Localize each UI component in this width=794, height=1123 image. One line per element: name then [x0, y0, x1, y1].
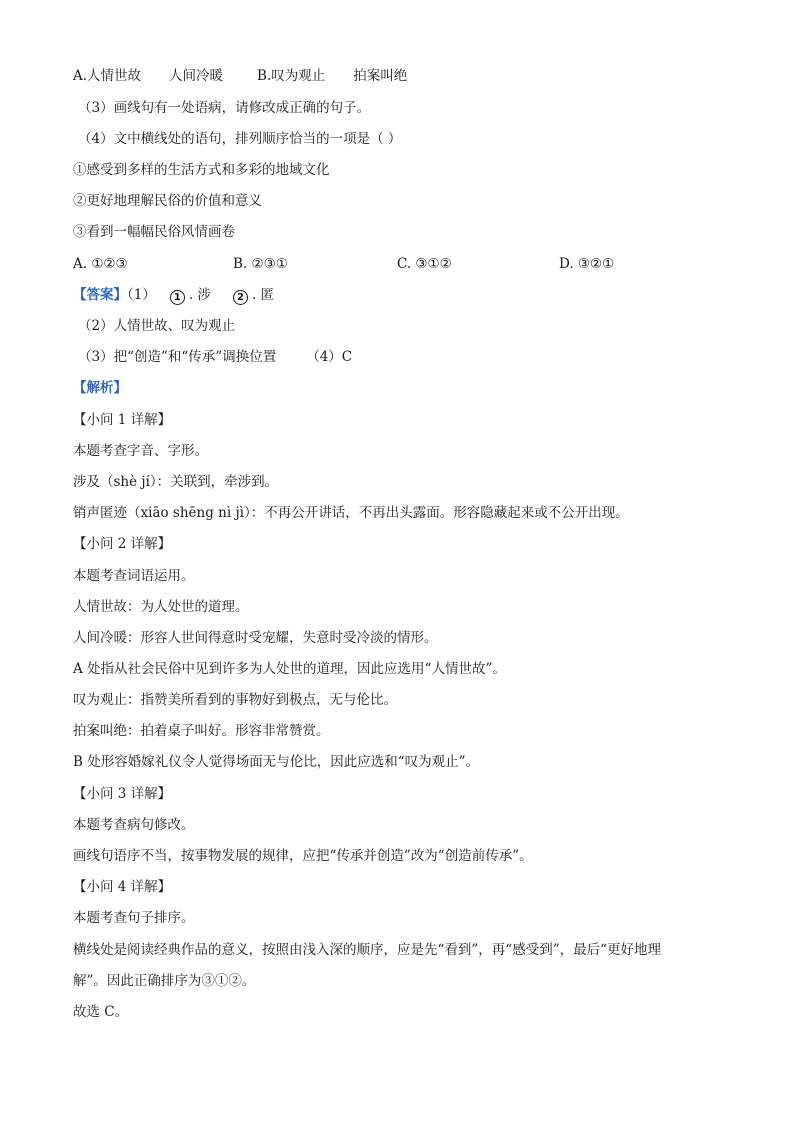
choice-d: D. ③②①	[559, 256, 615, 272]
item-2: ②更好地理解民俗的价值和意义	[73, 193, 262, 209]
section-2-line: 人间冷暖：形容人世间得意时受宠耀，失意时受冷淡的情形。	[73, 630, 438, 646]
section-1-line: 本题考查字音、字形。	[73, 443, 208, 459]
choice-a: A. ①②③	[73, 256, 128, 272]
answer-q1-1: . 涉	[188, 287, 211, 303]
section-2-heading: 【小问 2 详解】	[73, 536, 172, 552]
choice-b: B. ②③①	[233, 256, 288, 272]
answer-label: 【答案】	[73, 287, 127, 303]
q3-prompt: （3）画线句有一处语病，请修改成正确的句子。	[78, 100, 371, 116]
section-1-line: 销声匿迹（xiāo shēng nì jì）：不再公开讲话，不再出头露面。形容隐藏起来或不公开出现。	[73, 505, 629, 521]
section-3-heading: 【小问 3 详解】	[73, 786, 172, 802]
option-a-value: 人间冷暖	[169, 68, 224, 84]
section-4-line: 故选 C。	[73, 1004, 129, 1020]
answer-q3: （3）把“创造”和“传承”调换位置	[78, 349, 277, 365]
section-4-heading: 【小问 4 详解】	[73, 879, 172, 895]
section-3-line: 画线句语序不当，按事物发展的规律，应把“传承并创造”改为“创造前传承”。	[73, 848, 533, 864]
section-1-heading: 【小问 1 详解】	[73, 412, 172, 428]
q2-options	[73, 66, 407, 86]
section-2-line: A 处指从社会民俗中见到许多为人处世的道理，因此应选用“人情世故”。	[73, 661, 506, 677]
section-2-line: 本题考查词语运用。	[73, 568, 195, 584]
item-3: ③看到一幅幅民俗风情画卷	[73, 224, 235, 240]
section-2-line: 拍案叫绝：拍着桌子叫好。形容非常赞赏。	[73, 723, 330, 739]
section-2-line: 叹为观止：指赞美所看到的事物好到极点，无与伦比。	[73, 692, 397, 708]
analysis-label: 【解析】	[73, 380, 127, 396]
answer-q1-num: （1）	[127, 287, 156, 303]
option-b-value: 拍案叫绝	[353, 68, 408, 84]
section-4-line: 本题考查句子排序。	[73, 910, 195, 926]
answer-q4: （4）C	[306, 349, 353, 365]
section-2-line: B 处形容婚嫁礼仪令人觉得场面无与伦比，因此应选和“叹为观止”。	[73, 754, 480, 770]
choice-c: C. ③①②	[397, 256, 452, 272]
option-a-label: A.人情世故	[73, 68, 142, 84]
section-3-line: 本题考查病句修改。	[73, 817, 195, 833]
section-2-line: 人情世故：为人处世的道理。	[73, 599, 249, 615]
section-4-line: 横线处是阅读经典作品的意义，按照由浅入深的顺序，应是先“看到”，再“感受到”，最后“更好地理	[73, 942, 662, 958]
item-1: ①感受到多样的生活方式和多彩的地域文化	[73, 162, 330, 178]
answer-q3-q4	[78, 347, 352, 367]
option-b-label: B.叹为观止	[257, 68, 326, 84]
answer-q2: （2）人情世故、叹为观止	[78, 318, 236, 334]
section-1-line: 涉及（shè jí）：关联到，牵涉到。	[73, 474, 279, 490]
circled-one: 1	[170, 290, 185, 305]
q4-prompt: （4）文中横线处的语句，排列顺序恰当的一项是（ ）	[78, 131, 402, 147]
answer-q1-2: . 匿	[251, 287, 275, 303]
section-4-line: 解”。因此正确排序为③①②。	[73, 973, 256, 989]
answer-line-1	[73, 285, 274, 305]
circled-two: 2	[233, 290, 248, 305]
